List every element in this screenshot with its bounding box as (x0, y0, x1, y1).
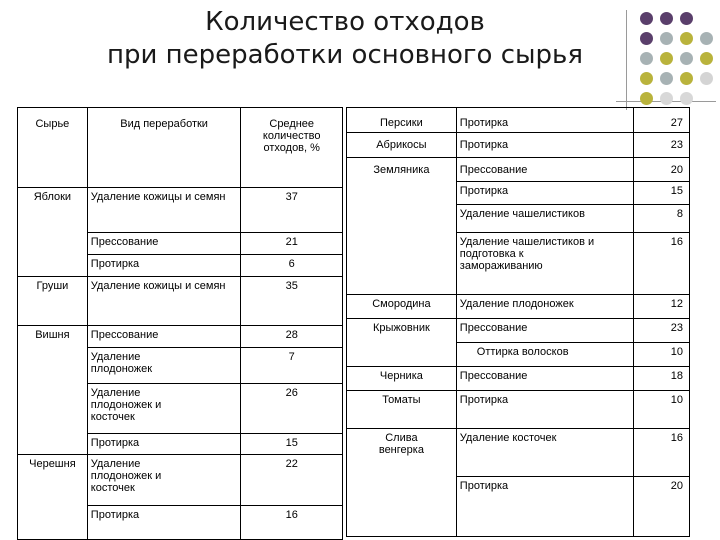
cell-type: Протирка (456, 182, 633, 205)
cell-type: Удаление чашелистиков и подготовка к замораживанию (456, 233, 633, 295)
cell-value: 18 (634, 367, 690, 391)
cell-value: 10 (634, 391, 690, 429)
cell-raw: Груши (18, 277, 88, 326)
cell-type: Удаление косточек (456, 429, 633, 477)
cell-raw: Томаты (347, 391, 457, 429)
cell-value: 21 (241, 233, 343, 255)
cell-raw: Слива венгерка (347, 429, 457, 537)
cell-value: 27 (634, 108, 690, 133)
cell-value: 12 (634, 295, 690, 319)
decor-dot (680, 32, 693, 45)
cell-value: 20 (634, 477, 690, 537)
cell-type: Удаление плодоножек (87, 348, 241, 384)
cell-type: Удаление плодоножек и косточек (87, 384, 241, 434)
cell-value: 23 (634, 319, 690, 343)
decor-dot (640, 32, 653, 45)
cell-type: Протирка (456, 477, 633, 537)
decor-dot (700, 52, 713, 65)
cell-type: Прессование (456, 158, 633, 182)
cell-type: Удаление плодоножек (456, 295, 633, 319)
cell-type: Прессование (87, 326, 241, 348)
cell-type: Прессование (87, 233, 241, 255)
title-line-2: при переработки основного сырья (106, 40, 583, 70)
cell-type: Удаление чашелистиков (456, 205, 633, 233)
cell-value: 37 (241, 188, 343, 233)
decor-dot (680, 52, 693, 65)
cell-raw: Черника (347, 367, 457, 391)
cell-type: Прессование (456, 367, 633, 391)
cell-type: Протирка (87, 506, 241, 540)
cell-value: 16 (634, 233, 690, 295)
decor-dot (660, 72, 673, 85)
decor-dot (640, 12, 653, 25)
cell-type: Протирка (456, 108, 633, 133)
right-waste-table (346, 107, 690, 537)
title-line-1: Количество отходов (205, 7, 485, 37)
decor-dot (640, 72, 653, 85)
cell-value: 10 (634, 343, 690, 367)
decor-dot (660, 32, 673, 45)
cell-raw: Крыжовник (347, 319, 457, 367)
cell-value: 15 (241, 434, 343, 455)
page-title (60, 6, 630, 72)
cell-type: Протирка (456, 391, 633, 429)
cell-value: 7 (241, 348, 343, 384)
cell-raw: Абрикосы (347, 133, 457, 158)
decor-dot (680, 92, 693, 105)
cell-raw: Яблоки (18, 188, 88, 277)
cell-type: Протирка (87, 434, 241, 455)
header-avg: Среднее количество отходов, % (241, 108, 343, 188)
cell-type: Оттирка волосков (456, 343, 633, 367)
cell-value: 23 (634, 133, 690, 158)
cell-value: 6 (241, 255, 343, 277)
cell-raw: Вишня (18, 326, 88, 455)
cell-value: 16 (241, 506, 343, 540)
header-type: Вид переработки (87, 108, 241, 188)
cell-type: Протирка (456, 133, 633, 158)
cell-value: 8 (634, 205, 690, 233)
cell-type: Удаление плодоножек и косточек (87, 455, 241, 506)
decor-vertical-line (626, 10, 627, 110)
decor-dot (640, 92, 653, 105)
cell-type: Удаление кожицы и семян (87, 277, 241, 326)
decor-dots (640, 12, 720, 112)
cell-value: 28 (241, 326, 343, 348)
header-raw: Сырье (18, 108, 88, 188)
cell-type: Протирка (87, 255, 241, 277)
cell-raw: Земляника (347, 158, 457, 295)
decor-dot (680, 12, 693, 25)
cell-value: 35 (241, 277, 343, 326)
cell-raw: Смородина (347, 295, 457, 319)
cell-type: Удаление кожицы и семян (87, 188, 241, 233)
cell-value: 20 (634, 158, 690, 182)
decor-dot (660, 52, 673, 65)
decor-dot (660, 12, 673, 25)
cell-type: Прессование (456, 319, 633, 343)
decor-dot (660, 92, 673, 105)
cell-raw: Черешня (18, 455, 88, 540)
cell-value: 15 (634, 182, 690, 205)
left-waste-table (17, 107, 343, 540)
cell-value: 16 (634, 429, 690, 477)
decor-dot (700, 32, 713, 45)
decor-dot (640, 52, 653, 65)
cell-value: 26 (241, 384, 343, 434)
cell-raw: Персики (347, 108, 457, 133)
decor-dot (700, 72, 713, 85)
cell-value: 22 (241, 455, 343, 506)
decor-dot (680, 72, 693, 85)
